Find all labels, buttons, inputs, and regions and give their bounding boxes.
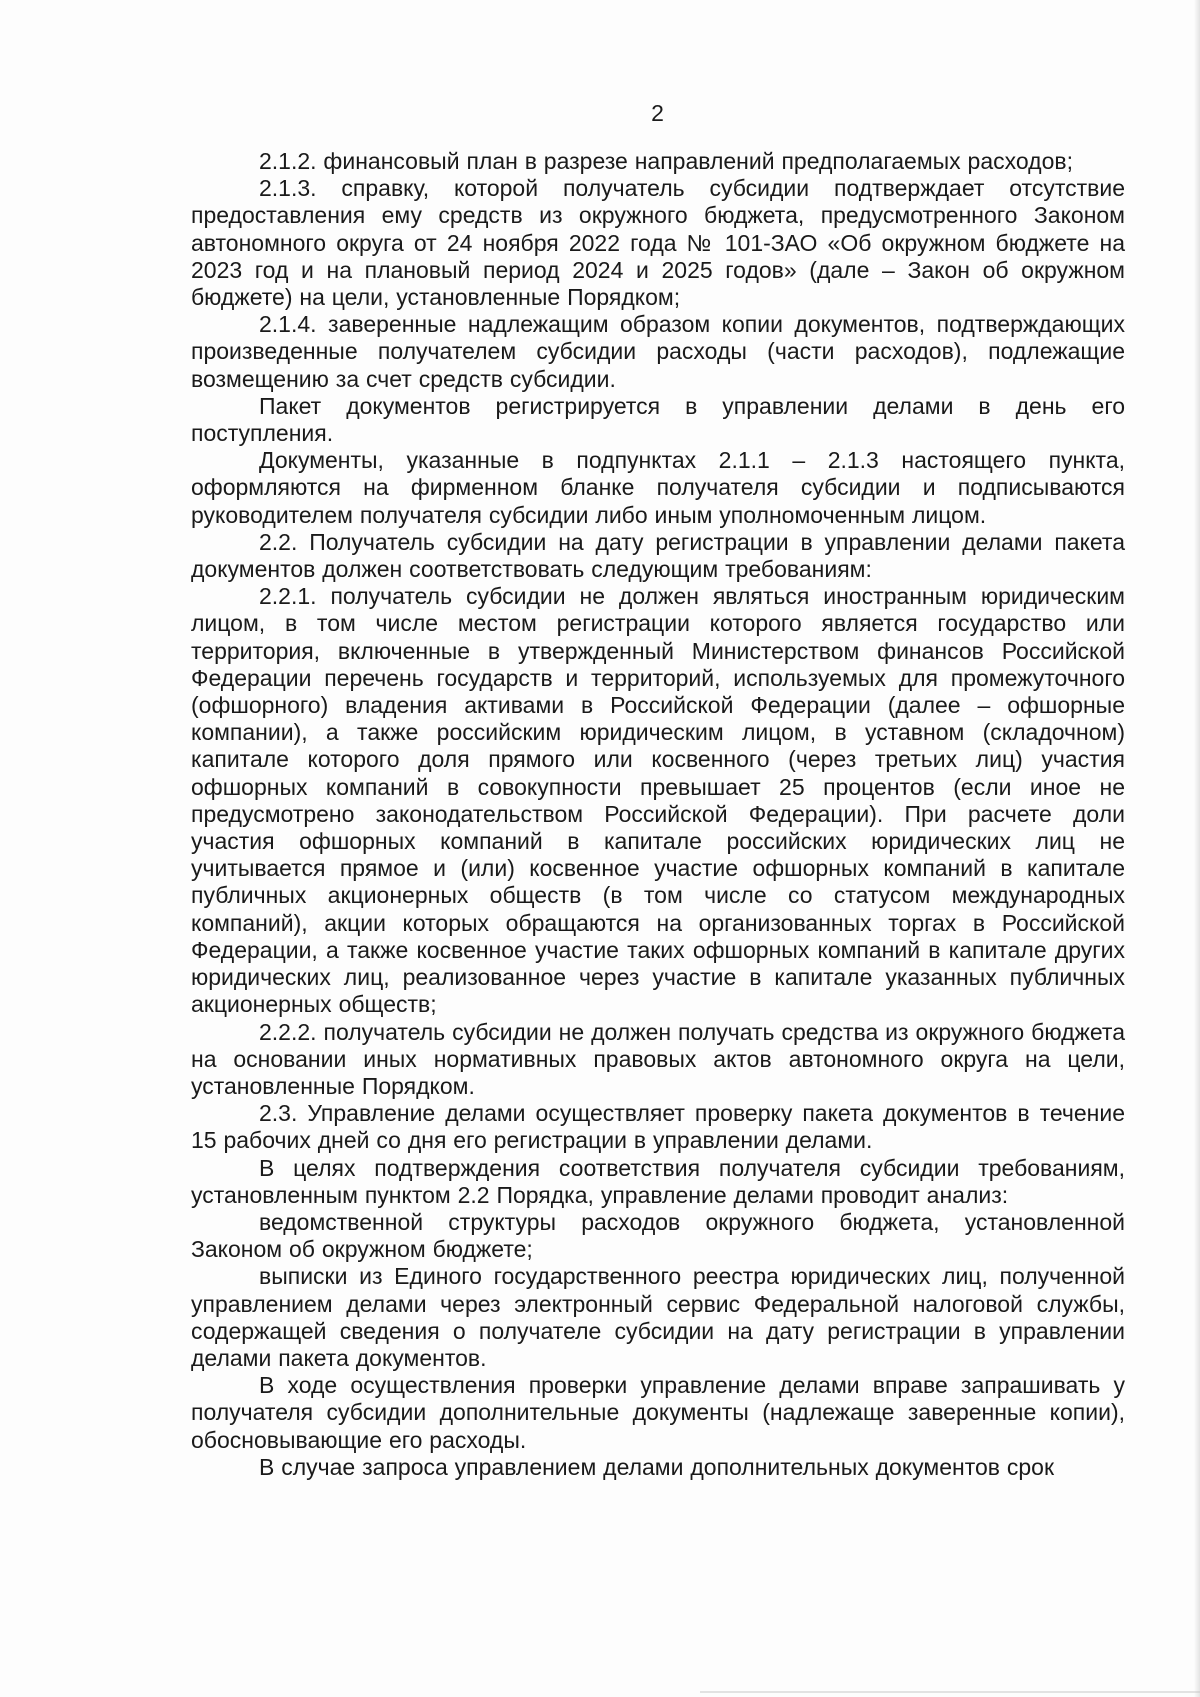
- page-number: 2: [651, 100, 664, 126]
- paragraph-egrul-extract: выписки из Единого государственного реестра юридических лиц, полученной управлением делами через электронный сервис Федеральной налоговой службы, содержащей сведения о получателе субсидии на дату регистрации в управлении делами пакета документов.: [191, 1263, 1125, 1371]
- paragraph-2-2: 2.2. Получатель субсидии на дату регистрации в управлении делами пакета документов должен соответствовать следующим требованиям:: [191, 528, 1125, 583]
- paragraph-2-2-2: 2.2.2. получатель субсидии не должен получать средства из окружного бюджета на основании иных нормативных правовых актов автономного округа на цели, установленные Порядком.: [191, 1018, 1125, 1099]
- paragraph-additional-documents: В ходе осуществления проверки управление делами вправе запрашивать у получателя субсидии дополнительные документы (надлежаще заверенные копии), обосновывающие его расходы.: [191, 1372, 1125, 1453]
- paragraph-departmental-structure: ведомственной структуры расходов окружного бюджета, установленной Законом об окружном бюджете;: [191, 1208, 1125, 1263]
- scan-edge-shadow: [1194, 0, 1200, 1697]
- document-body: [191, 148, 1125, 1481]
- paragraph-2-3: 2.3. Управление делами осуществляет проверку пакета документов в течение 15 рабочих дней со дня его регистрации в управлении делами.: [191, 1100, 1125, 1154]
- paragraph-2-2-1: 2.2.1. получатель субсидии не должен являться иностранным юридическим лицом, в том числе местом регистрации которого является государство или территория, включенные в утвержденный Министерством финансов Российской Федерации перечень государств и территорий, используемых для промежуточного (офшорного) владения активами в Российской Федерации (далее – офшорные компании), а также российским юридическим лицом, в уставном (складочном) капитале которого доля прямого или косвенного (через третьих лиц) участия офшорных компаний в совокупности превышает 25 процентов (если иное не предусмотрено законодательством Российской Федерации). При расчете доли участия офшорных компаний в капитале российских юридических лиц не учитывается прямое и (или) косвенное участие офшорных компаний в капитале публичных акционерных обществ (в том числе со статусом международных компаний), акции которых обращаются на организованных торгах в Российской Федерации, а также косвенное участие таких офшорных компаний в капитале других юридических лиц, реализованное через участие в капитале указанных публичных акционерных обществ;: [191, 583, 1125, 1018]
- paragraph-request-deadline: В случае запроса управлением делами дополнительных документов срок: [259, 1453, 1055, 1480]
- paragraph-package-registration: Пакет документов регистрируется в управлении делами в день его поступления.: [191, 392, 1125, 447]
- paragraph-2-1-3: 2.1.3. справку, которой получатель субсидии подтверждает отсутствие предоставления ему средств из окружного бюджета, предусмотренного Законом автономного округа от 24 ноября 2022 года № 101-ЗАО «Об окружном бюджете на 2023 год и на плановый период 2024 и 2025 годов» (дале – Закон об окружном бюджете) на цели, установленные Порядком;: [191, 175, 1125, 311]
- scan-bottom-artifact: [700, 1691, 1200, 1693]
- paragraph-documents-letterhead: Документы, указанные в подпунктах 2.1.1 – 2.1.3 настоящего пункта, оформляются на фирменном бланке получателя субсидии и подписываются руководителем получателя субсидии либо иным уполномоченным лицом.: [191, 447, 1125, 528]
- paragraph-2-1-4: 2.1.4. заверенные надлежащим образом копии документов, подтверждающих произведенные получателем субсидии расходы (части расходов), подлежащие возмещению за счет средств субсидии.: [191, 311, 1125, 392]
- paragraph-compliance-analysis: В целях подтверждения соответствия получателя субсидии требованиям, установленным пунктом 2.2 Порядка, управление делами проводит анализ:: [191, 1154, 1125, 1208]
- paragraph-2-1-2: 2.1.2. финансовый план в разрезе направлений предполагаемых расходов;: [259, 148, 1073, 174]
